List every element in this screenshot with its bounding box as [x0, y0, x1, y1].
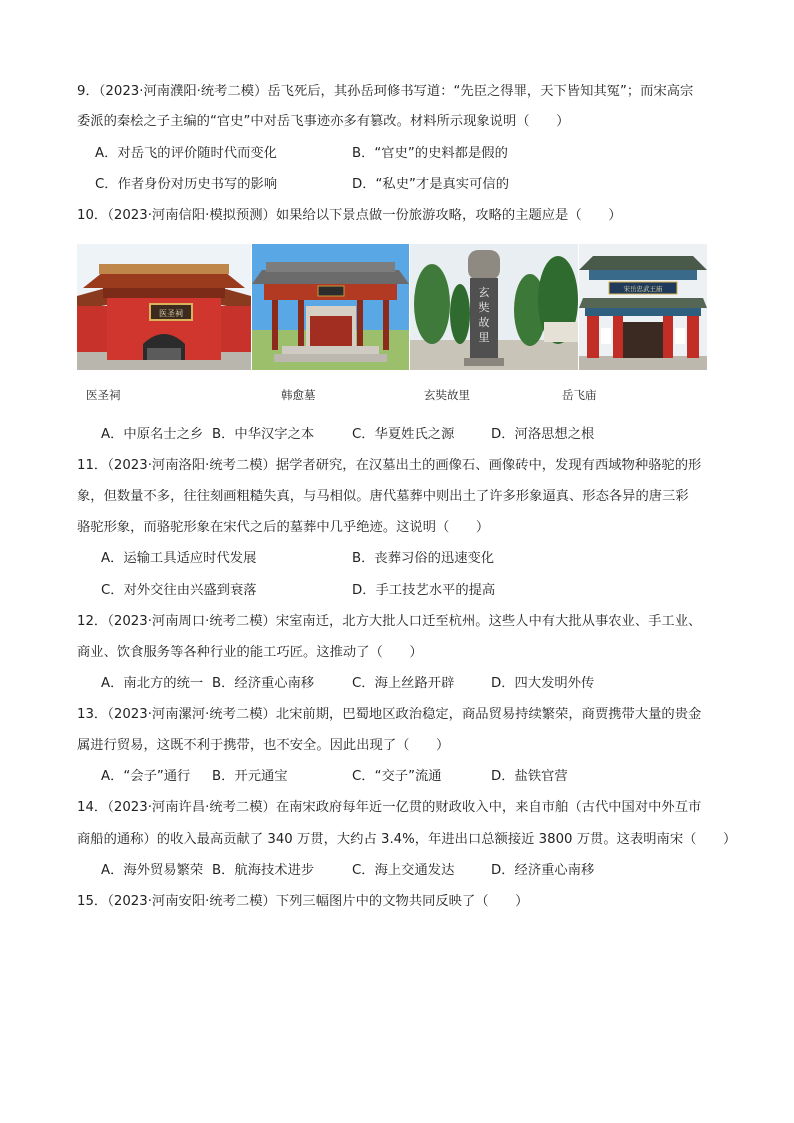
q13-option-a[interactable]: A．“会子”通行	[101, 769, 191, 784]
q11-option-a[interactable]: A．运输工具适应时代发展	[101, 551, 257, 566]
q9-option-b[interactable]: B．“官史”的史料都是假的	[352, 146, 508, 161]
q9-stem-line-2: 委派的秦桧之子主编的“官史”中对岳飞事迹亦多有篡改。材料所示现象说明（ ）	[77, 114, 570, 129]
q13-stem-line-1: 13．（2023·河南漯河·统考二模）北宋前期，巴蜀地区政治稳定，商品贸易持续繁荣，商贾携带大量的贵金	[77, 707, 702, 722]
photo-hanyumu	[252, 244, 409, 370]
q12-option-a[interactable]: A．南北方的统一	[101, 676, 204, 691]
q12-option-b[interactable]: B．经济重心南移	[212, 676, 315, 691]
q9-stem-line-1: 9．（2023·河南濮阳·统考二模）岳飞死后，其孙岳珂修书写道：“先臣之得罪，天下皆知其冤”；而宋高宗	[77, 84, 694, 99]
q10-option-c[interactable]: C．华夏姓氏之源	[352, 427, 455, 442]
q11-option-c[interactable]: C．对外交往由兴盛到衰落	[101, 583, 257, 598]
xuanzang-stele-char-3: 故	[478, 316, 490, 329]
q12-stem-line-1: 12．（2023·河南周口·统考二模）宋室南迁，北方大批人口迁至杭州。这些人中有大批从事农业、手工业、	[77, 614, 702, 629]
q11-stem-line-2: 象，但数量不多，往往刻画粗糙失真，与马相似。唐代墓葬中则出土了许多形象逼真、形态各异的唐三彩	[77, 489, 689, 504]
q10-option-a[interactable]: A．中原名士之乡	[101, 427, 204, 442]
q9-option-c[interactable]: C．作者身份对历史书写的影响	[95, 177, 278, 192]
q11-option-b[interactable]: B．丧葬习俗的迅速变化	[352, 551, 495, 566]
yuefeimiao-plaque-text: 宋岳忠武王庙	[623, 285, 663, 293]
q14-option-c[interactable]: C．海上交通发达	[352, 863, 455, 878]
xuanzang-stele-char-2: 奘	[478, 301, 490, 314]
caption-yuefeimiao: 岳飞庙	[562, 388, 597, 402]
q12-stem-line-2: 商业、饮食服务等各种行业的能工巧匠。这推动了（ ）	[77, 645, 423, 660]
photo-xuanzangguli	[410, 244, 578, 370]
q13-option-b[interactable]: B．开元通宝	[212, 769, 288, 784]
q10-stem-line-1: 10．（2023·河南信阳·模拟预测）如果给以下景点做一份旅游攻略，攻略的主题应是（ ）	[77, 208, 622, 223]
q14-stem-line-1: 14．（2023·河南许昌·统考二模）在南宋政府每年近一亿贯的财政收入中，来自市舶（古代中国对中外互市	[77, 800, 702, 815]
q10-option-b[interactable]: B．中华汉字之本	[212, 427, 315, 442]
q14-option-a[interactable]: A．海外贸易繁荣	[101, 863, 204, 878]
photo-yuefeimiao	[579, 244, 707, 370]
xuanzang-stele-char-1: 玄	[478, 286, 490, 299]
q14-stem-line-2: 商船的通称）的收入最高贡献了 340 万贯，大约占 3.4%，年进出口总额接近 3800 万贯。这表明南宋（ ）	[77, 832, 737, 847]
q12-option-d[interactable]: D．四大发明外传	[491, 676, 595, 691]
q12-option-c[interactable]: C．海上丝路开辟	[352, 676, 455, 691]
q11-option-d[interactable]: D．手工技艺水平的提高	[352, 583, 496, 598]
q14-option-b[interactable]: B．航海技术进步	[212, 863, 315, 878]
q11-stem-line-3: 骆驼形象，而骆驼形象在宋代之后的墓葬中几乎绝迹。这说明（ ）	[77, 520, 490, 535]
caption-xuanzangguli: 玄奘故里	[424, 388, 470, 402]
q10-option-d[interactable]: D．河洛思想之根	[491, 427, 595, 442]
xuanzang-stele-char-4: 里	[478, 331, 490, 344]
q15-stem-line-1: 15．（2023·河南安阳·统考二模）下列三幅图片中的文物共同反映了（ ）	[77, 894, 529, 909]
q13-option-c[interactable]: C．“交子”流通	[352, 769, 442, 784]
q9-option-d[interactable]: D．“私史”才是真实可信的	[352, 177, 509, 192]
caption-hanyumu: 韩愈墓	[281, 388, 316, 402]
q9-option-a[interactable]: A．对岳飞的评价随时代而变化	[95, 146, 277, 161]
caption-yishengci: 医圣祠	[86, 388, 121, 402]
q14-option-d[interactable]: D．经济重心南移	[491, 863, 595, 878]
yishengci-plaque-text: 医圣祠	[159, 309, 183, 318]
photo-yishengci	[77, 244, 251, 370]
q13-option-d[interactable]: D．盐铁官营	[491, 769, 568, 784]
q13-stem-line-2: 属进行贸易，这既不利于携带，也不安全。因此出现了（ ）	[77, 738, 450, 753]
q11-stem-line-1: 11．（2023·河南洛阳·统考二模）据学者研究，在汉墓出土的画像石、画像砖中，发现有西域物种骆驼的形	[77, 458, 702, 473]
